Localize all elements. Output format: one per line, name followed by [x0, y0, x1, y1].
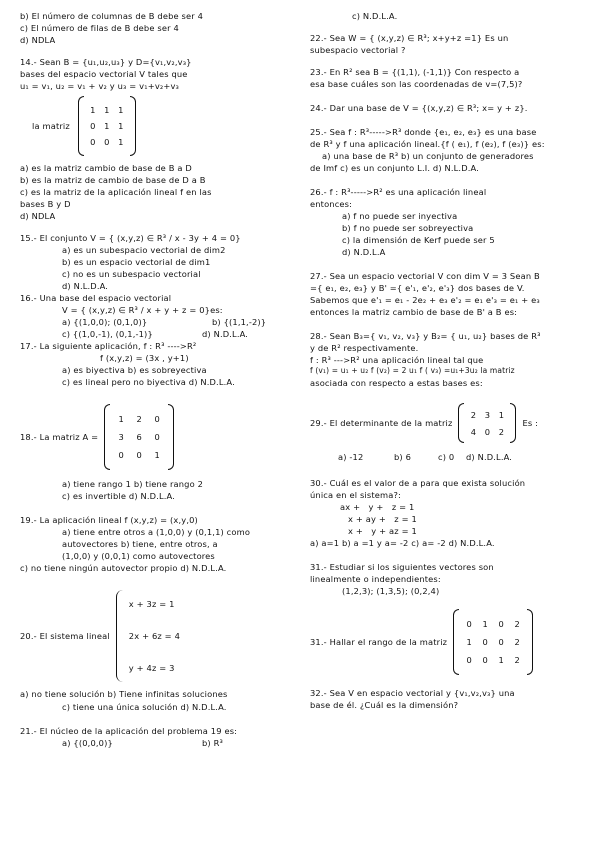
question-text: 27.- Sea un espacio vectorial V con dim V = 3 Sean B — [310, 271, 540, 282]
question-text: 17.- La siguiente aplicación, f : R³ ---->R² — [20, 341, 197, 352]
matrix-label: 18.- La matriz A = — [20, 432, 99, 443]
option-d: d) N.L.D.A. — [62, 281, 109, 292]
question-26 — [310, 186, 590, 258]
matrix-cell: 3 — [484, 409, 491, 420]
option-b: b) R³ — [202, 737, 223, 748]
right-column — [310, 10, 590, 711]
question-22 — [310, 32, 590, 56]
matrix-cell: 0 — [136, 450, 142, 461]
equation: ax + y + z = 1 — [340, 502, 415, 513]
question-text: 28.- Sean B₃={ v₁, v₂, v₃} y B₂= { u₁, u₂} bases de R³ — [310, 331, 541, 342]
matrix-cell: 2 — [136, 414, 142, 425]
question-16 — [20, 292, 298, 340]
matrix-cell: 1 — [90, 105, 96, 116]
question-24 — [310, 102, 590, 114]
question-32 — [310, 687, 590, 711]
option-b: b) {(1,1,-2)} — [212, 317, 267, 328]
equation: y + 4z = 3 — [128, 663, 175, 674]
option-d: d) N.D.L.A. — [202, 329, 249, 340]
option-a-b: a) no tiene solución b) Tiene infinitas soluciones — [20, 689, 228, 700]
option-b: b) f no puede ser sobreyectiva — [342, 223, 474, 234]
left-column — [20, 10, 298, 749]
question-text: f (x,y,z) = (3x , y+1) — [100, 353, 189, 364]
question-text: única en el sistema?: — [310, 490, 401, 501]
option-c: c) 0 — [438, 452, 455, 463]
question-text: base de él. ¿Cuál es la dimensión? — [310, 700, 459, 711]
option-a: a) {(0,0,0)} — [62, 737, 113, 748]
option-c: c) es lineal pero no biyectiva d) N.D.L.A. — [62, 377, 235, 388]
option-a: a) -12 — [338, 452, 364, 463]
question-text: ={ e₁, e₂, e₃} y B' ={ e'₁, e'₂, e'₃} dos bases de V. — [310, 283, 525, 294]
question-text: 15.- El conjunto V = { (x,y,z) ∈ R³ / x - 3y + 4 = 0} — [20, 233, 241, 244]
question-text: f (v₁) = u₁ + u₂ f (v₂) = 2 u₁ f ( v₃) =u₁+3u₂ la matriz — [310, 366, 515, 376]
matrix-cell: 0 — [484, 426, 491, 437]
matrix-3x4 — [453, 609, 533, 675]
matrix-cell: 4 — [470, 426, 477, 437]
question-29 — [310, 403, 590, 463]
matrix-cell: 0 — [466, 655, 472, 666]
option-c-d: de Imf c) es un conjunto L.I. d) N.L.D.A. — [310, 163, 480, 174]
matrix-cell: 0 — [90, 137, 96, 148]
question-text: entonces la matriz cambio de base de B' a B es: — [310, 307, 518, 318]
option-c-cont: bases B y D — [20, 199, 71, 210]
question-text: 23.- En R² sea B = {(1,1), (-1,1)} Con respecto a — [310, 67, 520, 78]
option-a: a) tiene entre otros a (1,0,0) y (0,1,1) como — [62, 527, 251, 538]
question-text: Es : — [522, 418, 539, 429]
option-b: b) es un espacio vectorial de dim1 — [62, 257, 211, 268]
matrix-2x3 — [458, 403, 516, 443]
option-c: c) no es un subespacio vectorial — [62, 269, 201, 280]
option-d: d) N.D.L.A — [342, 247, 386, 258]
option-a: a) f no puede ser inyectiva — [342, 211, 458, 222]
question-18 — [20, 404, 298, 502]
question-25 — [310, 126, 590, 174]
matrix-cell: 0 — [498, 637, 504, 648]
option-b: b) 6 — [394, 452, 412, 463]
matrix-3x3 — [104, 404, 174, 470]
matrix-label: la matriz — [32, 121, 70, 132]
matrix-cell: 2 — [514, 619, 520, 630]
option-a: a) es un subespacio vectorial de dim2 — [62, 245, 226, 256]
option-a-cont: autovectores b) tiene, entre otros, a — [62, 539, 218, 550]
equation: x + 3z = 1 — [128, 599, 175, 610]
matrix-cell: 0 — [118, 450, 124, 461]
option-a: a) es la matriz cambio de base de B a D — [20, 163, 192, 174]
option-c: c) la dimensión de Kerf puede ser 5 — [342, 235, 495, 246]
matrix-cell: 2 — [514, 655, 520, 666]
matrix-cell: 2 — [470, 409, 477, 420]
question-19 — [20, 514, 298, 574]
options-line: a) a=1 b) a =1 y a= -2 c) a= -2 d) N.D.L.A. — [310, 538, 495, 549]
matrix-cell: 0 — [154, 414, 160, 425]
question-text: linealmente o independientes: — [310, 574, 441, 585]
vector-list: (1,2,3); (1,3,5); (0,2,4) — [342, 586, 440, 597]
question-17 — [20, 340, 298, 388]
matrix-cell: 1 — [118, 414, 124, 425]
matrix-label: 29.- El determinante de la matriz — [310, 418, 453, 429]
question-text: subespacio vectorial ? — [310, 45, 406, 56]
matrix-cell: 1 — [154, 450, 160, 461]
question-text: u₁ = v₁, u₂ = v₁ + v₂ y u₃ = v₁+v₂+v₃ — [20, 81, 179, 92]
option-a-b: a) una base de R³ b) un conjunto de generadores — [322, 151, 534, 162]
matrix-cell: 0 — [104, 137, 110, 148]
question-31b — [310, 609, 590, 675]
linear-system — [116, 590, 180, 682]
question-text: f : R³ --->R² una aplicación lineal tal que — [310, 355, 484, 366]
option-d: d) NDLA — [20, 211, 56, 222]
question-text: 21.- El núcleo de la aplicación del problema 19 es: — [20, 725, 238, 736]
question-text: 30.- Cuál es el valor de a para que exista solución — [310, 478, 526, 489]
system-label: 20.- El sistema lineal — [20, 631, 110, 642]
question-text: 14.- Sean B = {u₁,u₂,u₃} y D={v₁,v₂,v₃} — [20, 57, 192, 68]
option-a: a) {(1,0,0); (0,1,0)} — [62, 317, 148, 328]
question-text: entonces: — [310, 199, 353, 210]
option-b-cont: (1,0,0) y (0,0,1) como autovectores — [62, 551, 215, 562]
matrix-cell: 1 — [118, 137, 124, 148]
matrix-cell: 2 — [514, 637, 520, 648]
equation: x + ay + z = 1 — [348, 514, 417, 525]
matrix-cell: 0 — [466, 619, 472, 630]
option-c-d: c) es invertible d) N.D.L.A. — [62, 491, 175, 502]
question-text: Sabemos que e'₁ = e₁ - 2e₂ + e₃ e'₂ = e₁ e'₃ = e₁ + e₃ — [310, 295, 540, 306]
question-text: 31.- Estudiar si los siguientes vectores son — [310, 562, 494, 573]
matrix-cell: 6 — [136, 432, 142, 443]
question-14 — [20, 56, 298, 222]
matrix-cell: 0 — [90, 121, 96, 132]
question-text: esa base cuáles son las coordenadas de v=(7,5)? — [310, 79, 523, 90]
equation: x + y + az = 1 — [348, 526, 417, 537]
matrix-cell: 0 — [482, 655, 488, 666]
matrix-cell: 2 — [498, 426, 505, 437]
question-text: 32.- Sea V en espacio vectorial y {v₁,v₂,v₃} una — [310, 688, 515, 699]
question-text: de R³ y f una aplicación lineal.{f ( e₁), f (e₂), f (e₃)} es: — [310, 139, 545, 150]
equation: 2x + 6z = 4 — [128, 631, 181, 642]
question-text: bases del espacio vectorial V tales que — [20, 69, 188, 80]
matrix-cell: 0 — [498, 619, 504, 630]
question-text: 22.- Sea W = { (x,y,z) ∈ R³; x+y+z =1} Es un — [310, 33, 509, 44]
option-b: b) es la matriz de cambio de base de D a B — [20, 175, 206, 186]
matrix-label: 31.- Hallar el rango de la matriz — [310, 637, 448, 648]
option-c: c) {(1,0,-1), (0,1,-1)} — [62, 329, 153, 340]
question-15 — [20, 232, 298, 292]
option-line: d) NDLA — [20, 35, 56, 46]
question-text: V = { (x,y,z) ∈ R³ / x + y + z = 0}es: — [62, 305, 223, 316]
option-line: b) El número de columnas de B debe ser 4 — [20, 11, 204, 21]
matrix-cell: 0 — [154, 432, 160, 443]
question-text: asociada con respecto a estas bases es: — [310, 378, 483, 389]
brace-icon — [116, 590, 123, 682]
matrix-cell: 1 — [482, 619, 488, 630]
question-text: 16.- Una base del espacio vectorial — [20, 293, 172, 304]
question-23 — [310, 66, 590, 90]
option-a-b: a) tiene rango 1 b) tiene rango 2 — [62, 479, 204, 490]
question-text: 25.- Sea f : R³----->R³ donde {e₁, e₂, e₃} es una base — [310, 127, 537, 138]
matrix-cell: 1 — [118, 105, 124, 116]
matrix-cell: 1 — [498, 409, 505, 420]
matrix-cell: 1 — [118, 121, 124, 132]
question-30 — [310, 477, 590, 549]
question-31a — [310, 561, 590, 597]
question-27 — [310, 270, 590, 318]
question-20 — [20, 590, 298, 712]
matrix-cell: 1 — [498, 655, 504, 666]
option-c: c) es la matriz de la aplicación lineal f en las — [20, 187, 212, 198]
option-c-d: c) no tiene ningún autovector propio d) N.D.L.A. — [20, 563, 227, 574]
option-c: c) N.D.L.A. — [352, 11, 398, 21]
question-text: y de R² respectivamente. — [310, 343, 419, 354]
option-c-d: c) tiene una única solución d) N.D.L.A. — [62, 701, 227, 712]
option-line: c) El número de filas de B debe ser 4 — [20, 23, 179, 34]
matrix-3x3 — [78, 96, 136, 156]
option-a: a) es biyectiva b) es sobreyectiva — [62, 365, 207, 376]
question-21 — [20, 725, 298, 749]
question-text: 26.- f : R³----->R² es una aplicación lineal — [310, 187, 487, 198]
matrix-cell: 1 — [466, 637, 472, 648]
question-text: 19.- La aplicación lineal f (x,y,z) = (x,y,0) — [20, 515, 198, 526]
matrix-cell: 1 — [104, 121, 110, 132]
question-28 — [310, 330, 590, 389]
question-text: 24.- Dar una base de V = {(x,y,z) ∈ R³; x= y + z}. — [310, 103, 528, 114]
option-d: d) N.D.L.A. — [466, 452, 513, 463]
matrix-cell: 0 — [482, 637, 488, 648]
matrix-cell: 1 — [104, 105, 110, 116]
matrix-cell: 3 — [118, 432, 124, 443]
